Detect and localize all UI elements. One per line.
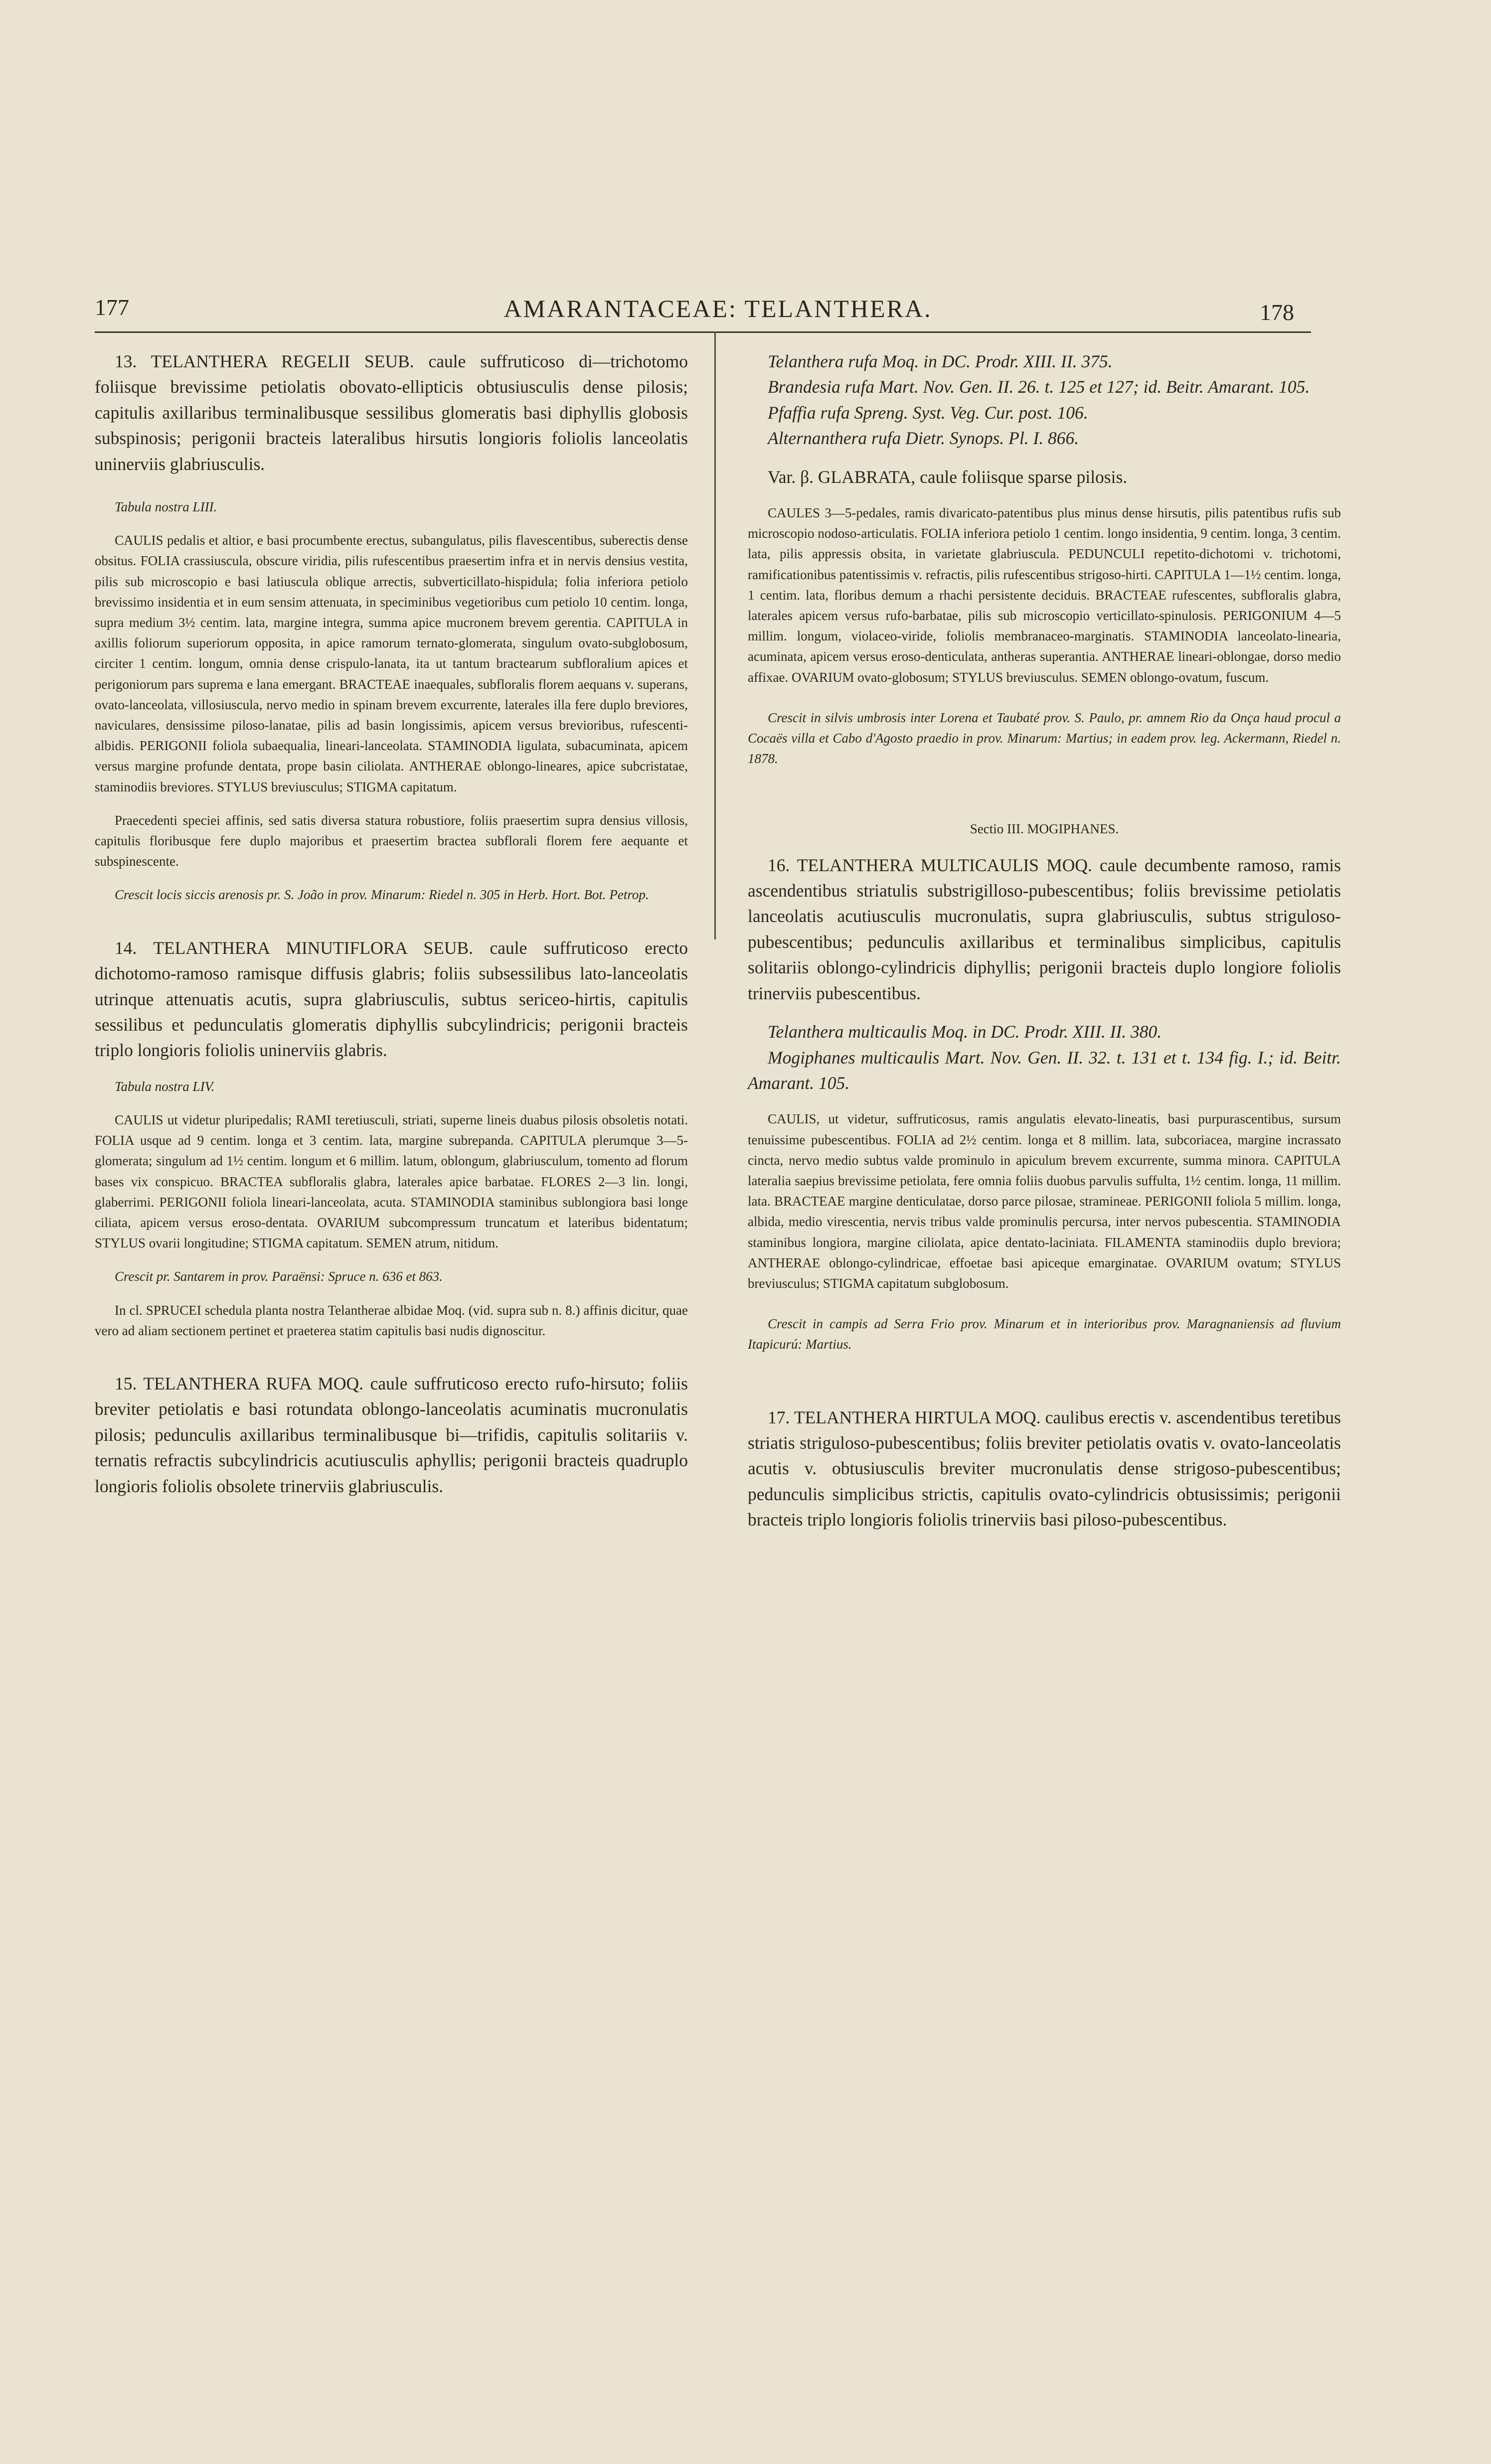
left-column (95, 349, 688, 1499)
page-number-left: 177 (95, 295, 129, 320)
species-16-synonym-1: Telanthera multicaulis Moq. in DC. Prodr. XIII. II. 380. (768, 1022, 1162, 1042)
column-divider (714, 331, 716, 939)
species-15-synonym-4: Alternanthera rufa Dietr. Synops. Pl. I. 866. (768, 428, 1079, 449)
species-13-tabula: Tabula nostra LIII. (115, 499, 217, 515)
species-13-locality: Crescit locis siccis arenosis pr. S. João in prov. Minarum: Riedel n. 305 in Herb. Hort. Bot. Petrop. (115, 887, 649, 903)
header-rule (95, 331, 1311, 333)
species-15-diagnosis: 15. TELANTHERA RUFA MOQ. caule suffruticoso erecto rufo-hirsuto; foliis breviter petiolatis e basi rotundata oblongo-lanceolatis acuminatis mucronulatis pilosis; pedunculis axillaribus terminalibusque bi—trifidis, capitulis solitariis v. ternatis refractis subcylindricis acutiusculis aphyllis; perigonii bracteis quadruplo longioris foliolis obsolete trinerviis glabriusculis. (95, 1373, 688, 1496)
species-16-diagnosis: 16. TELANTHERA MULTICAULIS MOQ. caule decumbente ramoso, ramis ascendentibus striatulis substrigilloso-pubescentibus; foliis brevissime petiolatis lanceolatis acutiusculis mucronulatis, supra glabriusculis, subtus striguloso-pubescentibus; pedunculis axillaribus et terminalibus simplicibus, capitulis solitariis oblongo-cylindricis diphyllis; perigonii bracteis duplo longiore foliolis trinerviis pubescentibus. (748, 855, 1341, 1003)
right-column (748, 349, 1341, 1533)
species-15-synonym-1: Telanthera rufa Moq. in DC. Prodr. XIII. II. 375. (768, 351, 1113, 371)
variety-description: CAULES 3—5-pedales, ramis divaricato-patentibus plus minus dense hirsutis, pilis patentibus rufis sub microscopio nodoso-articulatis. FOLIA inferiora petiolo 1 centim. longo insidentia, 9 centim. longa, 3 centim. lata, pilis appressis obsita, in varietate glabriuscula. PEDUNCULI repetito-dichotomi v. trichotomi, ramificationibus patentissimis v. refractis, pilis rufescentibus strigoso-hirti. CAPITULA 1—1½ centim. longa, 1 centim. lata, floribus demum a rhachi persistente deciduis. BRACTEAE rufescentes, subfloralis glabra, laterales apicem versus rufo-barbatae, pilis sub microscopio verticillato-spinulosis. PERIGONIUM 4—5 millim. longum, violaceo-viride, foliolis membranaceo-marginatis. STAMINODIA lanceolato-linearia, acuminata, apicem versus eroso-denticulata, antheras superantia. ANTHERAE lineari-oblongae, dorso medio affixae. OVARIUM ovato-globosum; STYLUS breviusculus. SEMEN oblongo-ovatum, fuscum. (748, 505, 1341, 685)
species-14-diagnosis: 14. TELANTHERA MINUTIFLORA SEUB. caule suffruticoso erecto dichotomo-ramoso ramisque diffusis glabris; foliis subsessilibus lato-lanceolatis utrinque attenuatis acutis, supra glabriusculis, subtus sericeo-hirtis, capitulis sessilibus et pedunculatis glomeratis diphyllis subcylindricis; perigonii bracteis triplo longioris foliolis uninerviis glabris. (95, 937, 688, 1061)
species-16-synonym-2: Mogiphanes multicaulis Mart. Nov. Gen. II. 32. t. 131 et t. 134 fig. I.; id. Beitr. Amarant. 105. (748, 1047, 1341, 1093)
species-15-synonym-2: Brandesia rufa Mart. Nov. Gen. II. 26. t. 125 et 127; id. Beitr. Amarant. 105. (768, 377, 1310, 397)
species-15-synonym-3: Pfaffia rufa Spreng. Syst. Veg. Cur. post. 106. (768, 402, 1088, 423)
species-16-description: CAULIS, ut videtur, suffruticosus, ramis angulatis elevato-lineatis, basi purpurascentibus, sursum tenuissime pubescentibus. FOLIA ad 2½ centim. longa et 8 millim. lata, subcoriacea, margine incrassato cincta, nervo medio subtus valde prominulo in apiculum brevem excurrente, summa minora. CAPITULA lateralia saepius brevissime petiolata, fere omnia foliis duobus parvulis suffulta, 1½ centim. longa, 11 millim. lata. BRACTEAE margine denticulatae, dorso parce pilosae, stramineae. PERIGONII foliola 5 millim. longa, albida, medio virescentia, nervis tribus valde prominulis percursa, inter nervos pubescentia. STAMINODIA staminibus longiora, margine ciliolata, apice dentato-laciniata. FILAMENTA staminodiis duplo breviora; ANTHERAE oblongo-cylindricae, effoetae basi apiceque emarginatae. OVARIUM ovatum; STYLUS breviusculus; STIGMA capitatum subglobosum. (748, 1111, 1341, 1291)
section-heading: Sectio III. MOGIPHANES. (970, 821, 1119, 837)
running-title: AMARANTACEAE: TELANTHERA. (503, 295, 932, 322)
species-13-description: CAULIS pedalis et altior, e basi procumbente erectus, subangulatus, pilis flavescentibus, suberectis dense obsitus. FOLIA crassiuscula, obscure viridia, pilis rufescentibus praesertim infra et in nervis densius vestita, pilis sub microscopio e basi latiuscula oblique arrectis, subverticillato-hispidula; folia inferiora petiolo brevissimo insidentia et in eum sensim attenuata, in speciminibus vegetioribus cum petiolo 10 centim. longa, supra medium 3½ centim. lata, margine integra, summa apice mucronem brevem gerentia. CAPITULA in axillis foliorum superiorum opposita, in apice ramorum ternato-glomerata, singulum ovato-subglobosum, circiter 1 centim. longum, omnia dense crispulo-lanata, ita ut tantum bractearum subfloralium apices et perigoniorum pars suprema e lana emergant. BRACTEAE inaequales, subfloralis florem aequans v. superans, ovato-lanceolata, villosiuscula, nervo medio in spinam brevem excurrente, laterales illa fere duplo breviores, naviculares, densissime piloso-lanatae, pilis ad basin longissimis, apicem versus brevioribus, rufescenti-albidis. PERIGONII foliola subaequalia, lineari-lanceolata. STAMINODIA ligulata, subacuminata, apicem versus margine profunde dentata, prope basin ciliolata. ANTHERAE oblongo-lineares, apice subcristatae, staminodiis breviores. STYLUS breviusculus; STIGMA capitatum. (95, 533, 688, 794)
species-17-diagnosis: 17. TELANTHERA HIRTULA MOQ. caulibus erectis v. ascendentibus teretibus striatis striguloso-pubescentibus; foliis breviter petiolatis ovatis v. ovato-lanceolatis acutis v. obtusiusculis breviter mucronulatis dense strigoso-pubescentibus; pedunculis simplicibus strictis, capitulis ovato-cylindricis obtusissimis; perigonii bracteis triplo longioris foliolis trinerviis basi piloso-pubescentibus. (748, 1407, 1341, 1530)
variety-beta: Var. β. GLABRATA, caule foliisque sparse pilosis. (768, 466, 1128, 487)
species-13-diagnosis: 13. TELANTHERA REGELII SEUB. caule suffruticoso di—trichotomo foliisque brevissime petiolatis obovato-ellipticis obtusiusculis dense pilosis; capitulis axillaribus terminalibusque sessilibus glomeratis basi diphyllis globosis subspinosis; perigonii bracteis lateralibus hirsutis longioris foliolis lanceolatis uninerviis glabriusculis. (95, 351, 688, 474)
species-14-locality: Crescit pr. Santarem in prov. Paraënsi: Spruce n. 636 et 863. (115, 1269, 443, 1284)
species-14-tabula: Tabula nostra LIV. (115, 1078, 215, 1094)
species-13-note: Praecedenti speciei affinis, sed satis diversa statura robustiore, foliis praesertim supra densius villosis, capitulis floribusque fere duplo majoribus et praesertim bractea subflorali florem fere aequante et subspinescente. (95, 812, 688, 869)
species-14-description: CAULIS ut videtur pluripedalis; RAMI teretiusculi, striati, superne lineis duabus pilosis obsoletis notati. FOLIA usque ad 9 centim. longa et 3 centim. lata, margine subrepanda. CAPITULA plerumque 3—5-glomerata; singulum ad 1½ centim. longum et 6 millim. latum, oblongum, glabriusculum, tomento ad florum bases vix conspicuo. BRACTEA subfloralis glabra, laterales apice barbatae. FLORES 2—3 lin. longi, glaberrimi. PERIGONII foliola lineari-lanceolata, acuta. STAMINODIA staminibus sublongiora basi longe ciliata, apicem versus eroso-dentata. OVARIUM subcompressum truncatum et lateribus bidentatum; STYLUS ovarii longitudine; STIGMA capitatum. SEMEN atrum, nitidum. (95, 1112, 688, 1251)
species-16-locality: Crescit in campis ad Serra Frio prov. Minarum et in interioribus prov. Maragnaniensis ad fluvium Itapicurú: Martius. (748, 1316, 1341, 1352)
species-15-locality: Crescit in silvis umbrosis inter Lorena et Taubaté prov. S. Paulo, pr. amnem Rio da Onça haud procul a Cocaës villa et Cabo d'Agosto praedio in prov. Minarum: Martius; in eadem prov. leg. Ackermann, Riedel n. 1878. (748, 710, 1341, 767)
species-14-note: In cl. SPRUCEI schedula planta nostra Telantherae albidae Moq. (vid. supra sub n. 8.) affinis dicitur, quae vero ad aliam sectionem pertinet et praeterea statim capitulis basi nudis dignoscitur. (95, 1302, 688, 1338)
page-number-right: 178 (1260, 300, 1294, 325)
